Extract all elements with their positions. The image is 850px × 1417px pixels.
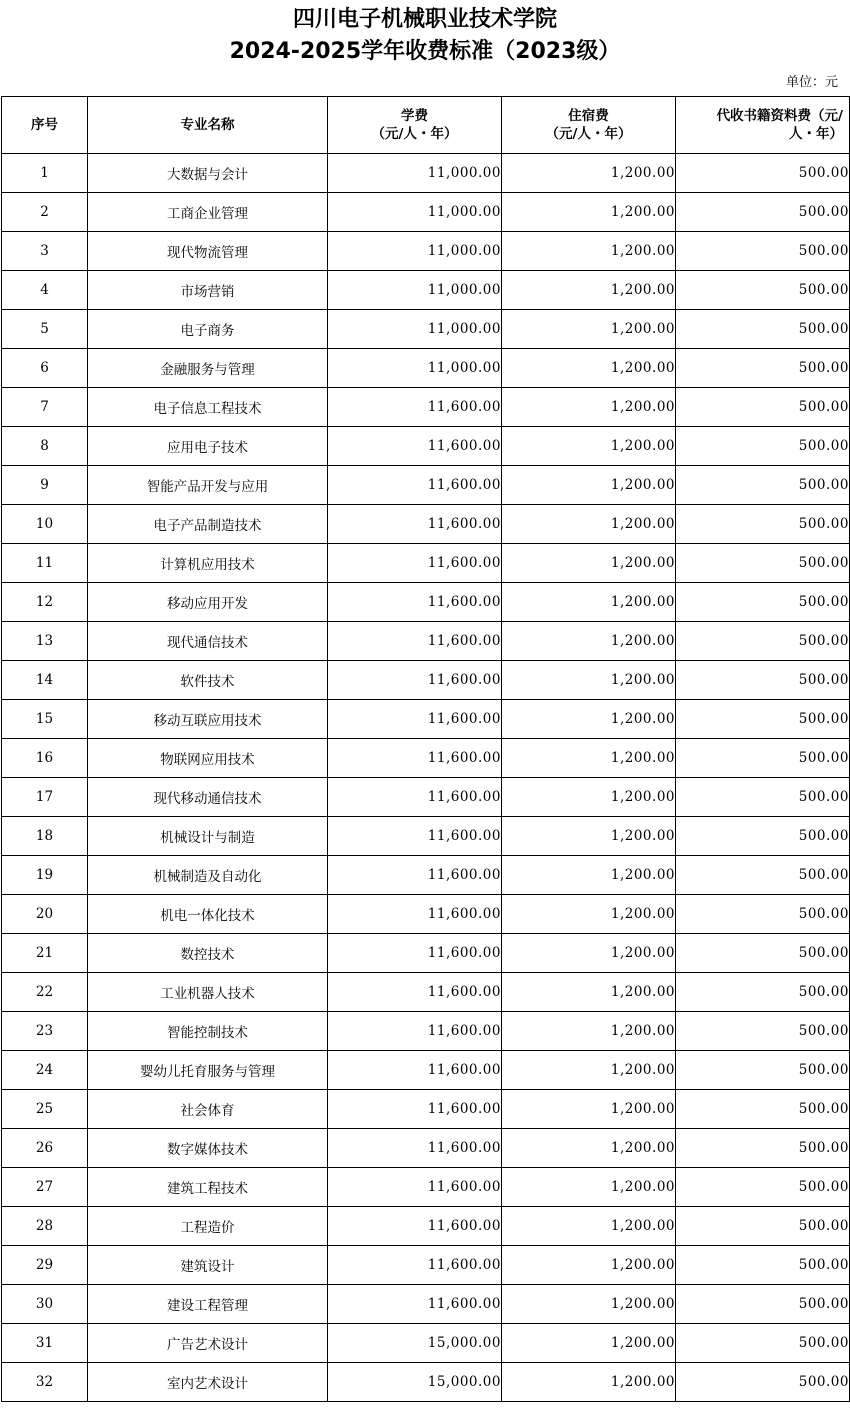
major-name: 现代移动通信技术	[88, 778, 328, 817]
row-number: 7	[2, 388, 88, 427]
row-number: 19	[2, 856, 88, 895]
tuition-fee: 11,600.00	[328, 1012, 502, 1051]
books-fee: 500.00	[676, 154, 850, 193]
column-header-books-unit: 人・年）	[789, 126, 843, 142]
major-name: 社会体育	[88, 1090, 328, 1129]
major-name: 软件技术	[88, 661, 328, 700]
major-name: 室内艺术设计	[88, 1363, 328, 1402]
major-name: 大数据与会计	[88, 154, 328, 193]
table-row	[2, 232, 850, 271]
row-number: 1	[2, 154, 88, 193]
tuition-fee: 11,600.00	[328, 1168, 502, 1207]
tuition-fee: 11,600.00	[328, 739, 502, 778]
major-name: 计算机应用技术	[88, 544, 328, 583]
dorm-fee: 1,200.00	[502, 154, 676, 193]
books-fee: 500.00	[676, 1051, 850, 1090]
row-number: 12	[2, 583, 88, 622]
books-fee: 500.00	[676, 1363, 850, 1402]
tuition-fee: 11,600.00	[328, 622, 502, 661]
dorm-fee: 1,200.00	[502, 1285, 676, 1324]
dorm-fee: 1,200.00	[502, 583, 676, 622]
books-fee: 500.00	[676, 934, 850, 973]
dorm-fee: 1,200.00	[502, 1207, 676, 1246]
column-header-no-label: 序号	[31, 117, 58, 133]
row-number: 9	[2, 466, 88, 505]
row-number: 2	[2, 193, 88, 232]
row-number: 22	[2, 973, 88, 1012]
row-number: 23	[2, 1012, 88, 1051]
books-fee: 500.00	[676, 661, 850, 700]
document-title: 四川电子机械职业技术学院	[292, 7, 557, 32]
books-fee: 500.00	[676, 271, 850, 310]
row-number: 20	[2, 895, 88, 934]
column-header-dorm	[502, 97, 676, 154]
major-name: 电子信息工程技术	[88, 388, 328, 427]
tuition-fee: 11,600.00	[328, 934, 502, 973]
dorm-fee: 1,200.00	[502, 1363, 676, 1402]
row-number: 29	[2, 1246, 88, 1285]
dorm-fee: 1,200.00	[502, 973, 676, 1012]
major-name: 工商企业管理	[88, 193, 328, 232]
column-header-name	[88, 97, 328, 154]
table-row	[2, 310, 850, 349]
row-number: 24	[2, 1051, 88, 1090]
table-row	[2, 1246, 850, 1285]
major-name: 婴幼儿托育服务与管理	[88, 1051, 328, 1090]
tuition-fee: 11,000.00	[328, 271, 502, 310]
table-row	[2, 1324, 850, 1363]
row-number: 15	[2, 700, 88, 739]
dorm-fee: 1,200.00	[502, 1168, 676, 1207]
books-fee: 500.00	[676, 1207, 850, 1246]
table-row	[2, 544, 850, 583]
table-row	[2, 1090, 850, 1129]
tuition-fee: 11,000.00	[328, 193, 502, 232]
table-row	[2, 193, 850, 232]
dorm-fee: 1,200.00	[502, 934, 676, 973]
row-number: 3	[2, 232, 88, 271]
fee-table-header	[2, 97, 850, 154]
books-fee: 500.00	[676, 544, 850, 583]
dorm-fee: 1,200.00	[502, 778, 676, 817]
tuition-fee: 11,600.00	[328, 1129, 502, 1168]
row-number: 18	[2, 817, 88, 856]
dorm-fee: 1,200.00	[502, 193, 676, 232]
row-number: 17	[2, 778, 88, 817]
tuition-fee: 15,000.00	[328, 1324, 502, 1363]
books-fee: 500.00	[676, 466, 850, 505]
row-number: 30	[2, 1285, 88, 1324]
dorm-fee: 1,200.00	[502, 310, 676, 349]
table-row	[2, 1207, 850, 1246]
books-fee: 500.00	[676, 232, 850, 271]
books-fee: 500.00	[676, 778, 850, 817]
row-number: 6	[2, 349, 88, 388]
major-name: 金融服务与管理	[88, 349, 328, 388]
column-header-tuition	[328, 97, 502, 154]
books-fee: 500.00	[676, 1324, 850, 1363]
major-name: 现代物流管理	[88, 232, 328, 271]
table-row	[2, 856, 850, 895]
tuition-fee: 11,000.00	[328, 310, 502, 349]
dorm-fee: 1,200.00	[502, 895, 676, 934]
table-row	[2, 700, 850, 739]
fee-table	[1, 96, 850, 1402]
table-row	[2, 817, 850, 856]
tuition-fee: 11,600.00	[328, 661, 502, 700]
tuition-fee: 11,600.00	[328, 1207, 502, 1246]
major-name: 建筑设计	[88, 1246, 328, 1285]
column-header-dorm-label: 住宿费	[568, 108, 609, 124]
major-name: 建筑工程技术	[88, 1168, 328, 1207]
major-name: 现代通信技术	[88, 622, 328, 661]
major-name: 移动互联应用技术	[88, 700, 328, 739]
books-fee: 500.00	[676, 505, 850, 544]
table-row	[2, 583, 850, 622]
tuition-fee: 11,600.00	[328, 778, 502, 817]
column-header-books-label: 代收书籍资料费（元/	[716, 108, 843, 124]
tuition-fee: 11,000.00	[328, 154, 502, 193]
table-row	[2, 622, 850, 661]
tuition-fee: 11,600.00	[328, 466, 502, 505]
major-name: 移动应用开发	[88, 583, 328, 622]
major-name: 机械设计与制造	[88, 817, 328, 856]
books-fee: 500.00	[676, 388, 850, 427]
books-fee: 500.00	[676, 583, 850, 622]
books-fee: 500.00	[676, 895, 850, 934]
tuition-fee: 11,600.00	[328, 583, 502, 622]
header-row	[2, 97, 850, 154]
major-name: 物联网应用技术	[88, 739, 328, 778]
tuition-fee: 11,600.00	[328, 973, 502, 1012]
tuition-fee: 11,600.00	[328, 1285, 502, 1324]
table-row	[2, 427, 850, 466]
dorm-fee: 1,200.00	[502, 427, 676, 466]
tuition-fee: 11,600.00	[328, 544, 502, 583]
major-name: 工程造价	[88, 1207, 328, 1246]
dorm-fee: 1,200.00	[502, 1129, 676, 1168]
row-number: 4	[2, 271, 88, 310]
dorm-fee: 1,200.00	[502, 1012, 676, 1051]
table-row	[2, 1012, 850, 1051]
books-fee: 500.00	[676, 1090, 850, 1129]
books-fee: 500.00	[676, 817, 850, 856]
major-name: 工业机器人技术	[88, 973, 328, 1012]
fee-table-body	[2, 154, 850, 1402]
table-row	[2, 661, 850, 700]
dorm-fee: 1,200.00	[502, 466, 676, 505]
table-row	[2, 349, 850, 388]
books-fee: 500.00	[676, 1012, 850, 1051]
books-fee: 500.00	[676, 973, 850, 1012]
books-fee: 500.00	[676, 193, 850, 232]
row-number: 16	[2, 739, 88, 778]
tuition-fee: 15,000.00	[328, 1363, 502, 1402]
row-number: 14	[2, 661, 88, 700]
table-row	[2, 1285, 850, 1324]
column-header-name-label: 专业名称	[180, 117, 235, 133]
dorm-fee: 1,200.00	[502, 1324, 676, 1363]
column-header-tuition-unit: （元/人・年）	[371, 126, 458, 142]
dorm-fee: 1,200.00	[502, 1051, 676, 1090]
row-number: 27	[2, 1168, 88, 1207]
dorm-fee: 1,200.00	[502, 739, 676, 778]
books-fee: 500.00	[676, 856, 850, 895]
column-header-no	[2, 97, 88, 154]
dorm-fee: 1,200.00	[502, 544, 676, 583]
major-name: 建设工程管理	[88, 1285, 328, 1324]
table-row	[2, 388, 850, 427]
books-fee: 500.00	[676, 1168, 850, 1207]
row-number: 8	[2, 427, 88, 466]
row-number: 5	[2, 310, 88, 349]
table-row	[2, 154, 850, 193]
row-number: 10	[2, 505, 88, 544]
column-header-books	[676, 97, 850, 154]
dorm-fee: 1,200.00	[502, 856, 676, 895]
tuition-fee: 11,600.00	[328, 427, 502, 466]
table-row	[2, 1129, 850, 1168]
major-name: 电子商务	[88, 310, 328, 349]
tuition-fee: 11,000.00	[328, 232, 502, 271]
major-name: 广告艺术设计	[88, 1324, 328, 1363]
table-row	[2, 1051, 850, 1090]
books-fee: 500.00	[676, 1285, 850, 1324]
row-number: 31	[2, 1324, 88, 1363]
dorm-fee: 1,200.00	[502, 505, 676, 544]
tuition-fee: 11,600.00	[328, 895, 502, 934]
books-fee: 500.00	[676, 349, 850, 388]
books-fee: 500.00	[676, 427, 850, 466]
dorm-fee: 1,200.00	[502, 271, 676, 310]
major-name: 机械制造及自动化	[88, 856, 328, 895]
dorm-fee: 1,200.00	[502, 661, 676, 700]
books-fee: 500.00	[676, 1129, 850, 1168]
column-header-tuition-label: 学费	[401, 108, 428, 124]
dorm-fee: 1,200.00	[502, 700, 676, 739]
table-row	[2, 973, 850, 1012]
tuition-fee: 11,600.00	[328, 388, 502, 427]
unit-label: 单位：元	[785, 75, 838, 90]
dorm-fee: 1,200.00	[502, 1246, 676, 1285]
major-name: 市场营销	[88, 271, 328, 310]
row-number: 13	[2, 622, 88, 661]
major-name: 智能产品开发与应用	[88, 466, 328, 505]
major-name: 电子产品制造技术	[88, 505, 328, 544]
books-fee: 500.00	[676, 1246, 850, 1285]
tuition-fee: 11,600.00	[328, 505, 502, 544]
major-name: 应用电子技术	[88, 427, 328, 466]
tuition-fee: 11,000.00	[328, 349, 502, 388]
row-number: 11	[2, 544, 88, 583]
row-number: 28	[2, 1207, 88, 1246]
major-name: 数控技术	[88, 934, 328, 973]
table-row	[2, 466, 850, 505]
books-fee: 500.00	[676, 310, 850, 349]
tuition-fee: 11,600.00	[328, 1051, 502, 1090]
tuition-fee: 11,600.00	[328, 1246, 502, 1285]
tuition-fee: 11,600.00	[328, 700, 502, 739]
table-row	[2, 505, 850, 544]
tuition-fee: 11,600.00	[328, 856, 502, 895]
major-name: 智能控制技术	[88, 1012, 328, 1051]
dorm-fee: 1,200.00	[502, 622, 676, 661]
table-row	[2, 895, 850, 934]
table-row	[2, 1363, 850, 1402]
row-number: 21	[2, 934, 88, 973]
row-number: 32	[2, 1363, 88, 1402]
column-header-dorm-unit: （元/人・年）	[545, 126, 632, 142]
table-row	[2, 271, 850, 310]
table-row	[2, 934, 850, 973]
books-fee: 500.00	[676, 739, 850, 778]
books-fee: 500.00	[676, 700, 850, 739]
table-row	[2, 778, 850, 817]
table-row	[2, 739, 850, 778]
major-name: 机电一体化技术	[88, 895, 328, 934]
dorm-fee: 1,200.00	[502, 388, 676, 427]
dorm-fee: 1,200.00	[502, 349, 676, 388]
tuition-fee: 11,600.00	[328, 1090, 502, 1129]
major-name: 数字媒体技术	[88, 1129, 328, 1168]
books-fee: 500.00	[676, 622, 850, 661]
dorm-fee: 1,200.00	[502, 817, 676, 856]
document-subtitle: 2024-2025学年收费标准（2023级）	[229, 39, 621, 64]
row-number: 26	[2, 1129, 88, 1168]
table-row	[2, 1168, 850, 1207]
dorm-fee: 1,200.00	[502, 1090, 676, 1129]
tuition-fee: 11,600.00	[328, 817, 502, 856]
dorm-fee: 1,200.00	[502, 232, 676, 271]
row-number: 25	[2, 1090, 88, 1129]
